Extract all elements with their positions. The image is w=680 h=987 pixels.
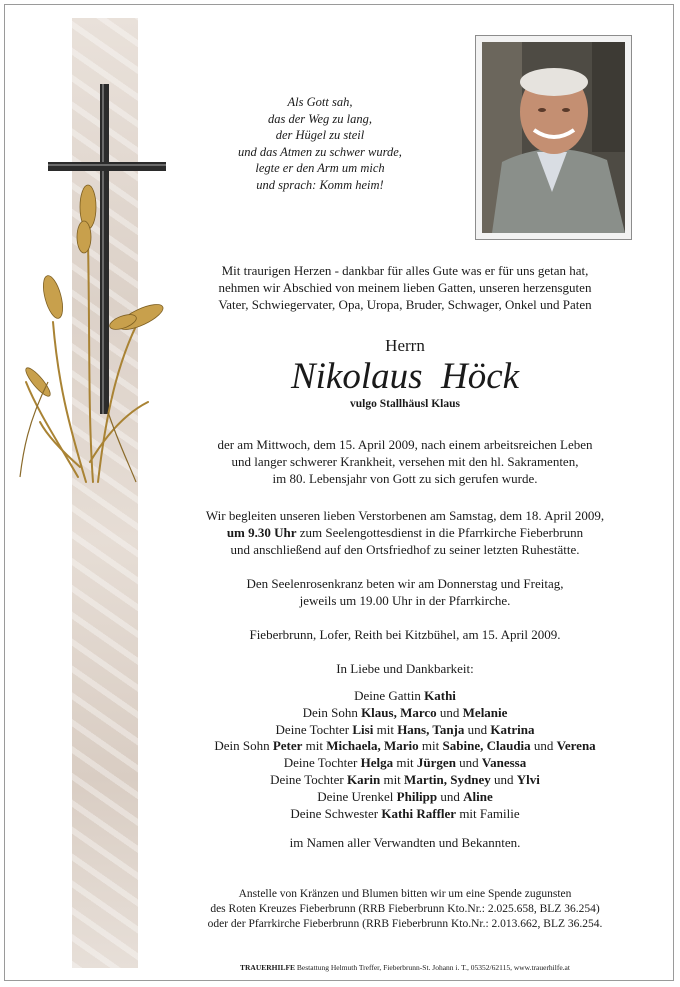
rosary-line: Den Seelenrosenkranz beten wir am Donnerstag und Freitag, (246, 576, 564, 591)
intro-line: nehmen wir Abschied von meinem lieben Gatten, unseren herzensguten (218, 279, 592, 295)
intro-line: Vater, Schwiegervater, Opa, Uropa, Bruder, Schwager, Onkel und Paten (218, 296, 592, 312)
family-member-name: Jürgen (416, 755, 456, 771)
family-text: Deine Schwester (290, 805, 382, 821)
salutation: Herrn (385, 336, 425, 355)
family-member-name: Verena (556, 738, 596, 754)
family-text: und (455, 755, 482, 771)
family-text: und (464, 721, 491, 737)
family-line (150, 738, 660, 755)
death-line: der am Mittwoch, dem 15. April 2009, nach einem arbeitsreichen Leben (217, 437, 593, 452)
family-line (150, 806, 660, 823)
family-text: mit Familie (456, 805, 520, 821)
family-member-name: Sabine, Claudia (442, 738, 531, 754)
family-text: und (530, 738, 557, 754)
family-member-name: Aline (463, 788, 493, 804)
family-text: Deine Urenkel (317, 788, 397, 804)
family-text: Deine Gattin (354, 688, 425, 703)
family-text: und (437, 788, 464, 804)
family-member-name: Ylvi (516, 771, 540, 787)
family-member-name: Philipp (396, 788, 438, 804)
cross-icon (48, 84, 166, 414)
donation-line: des Roten Kreuzes Fieberbrunn (RRB Fieberbrunn Kto.Nr.: 2.025.658, BLZ 36.254) (210, 903, 600, 915)
footer-text: Bestattung Helmuth Treffer, Fieberbrunn-St. Johann i. T., 05352/62115, www.trauerhilfe.at (295, 963, 570, 972)
intro-line: Mit traurigen Herzen - dankbar für alles Gute was er für uns getan hat, (221, 263, 589, 278)
family-text: und (490, 771, 517, 787)
family-member-name: Michaela, Mario (326, 738, 419, 754)
family-member-name: Kathi Raffler (381, 805, 457, 821)
family-line (150, 772, 660, 789)
wheat-ears-icon (23, 185, 167, 399)
love-line: In Liebe und Dankbarkeit: (336, 661, 474, 676)
family-member-name: Melanie (462, 704, 508, 720)
family-text: mit (418, 738, 443, 754)
funeral-line (150, 525, 660, 542)
family-text: Dein Sohn (214, 738, 273, 754)
family-text: Deine Tochter (270, 771, 347, 787)
family-member-name: Karin (346, 771, 381, 787)
death-line: im 80. Lebensjahr von Gott zu sich gerufen wurde. (272, 470, 538, 486)
family-member-name: Vanessa (481, 755, 527, 771)
funeral-line-rest: zum Seelengottesdienst in die Pfarrkirche Fieberbrunn (296, 524, 584, 540)
poem-line: das der Weg zu lang, (267, 111, 373, 126)
donation-line: oder der Pfarrkirche Fieberbrunn (RRB Fieberbrunn Kto.Nr.: 2.013.662, BLZ 36.254. (207, 918, 603, 930)
poem (200, 94, 440, 193)
poem-line: der Hügel zu steil (275, 128, 365, 142)
deceased-name: Nikolaus Höck (290, 356, 520, 397)
wheat-icon (26, 242, 148, 482)
family-line (150, 688, 660, 705)
family-member-name: Hans, Tanja (397, 721, 465, 737)
poem-line: und sprach: Komm heim! (256, 177, 384, 192)
family-member-name: Peter (272, 738, 303, 754)
family-line (150, 789, 660, 806)
family-text: mit (302, 738, 327, 754)
funeral-line: und anschließend auf den Ortsfriedhof zu seiner letzten Ruhestätte. (230, 541, 580, 557)
nickname: vulgo Stallhäusl Klaus (350, 398, 460, 410)
family-member-name: Martin, Sydney (404, 771, 491, 787)
portrait-photo (482, 42, 625, 233)
family-text: mit (393, 755, 417, 771)
rosary-text (150, 576, 660, 610)
family-text: Deine Tochter (275, 721, 353, 737)
family-line (150, 722, 660, 739)
family-text: mit (373, 721, 398, 737)
intro-text (150, 263, 660, 313)
family-member-name: Katrina (490, 721, 535, 737)
poem-line: legte er den Arm um mich (255, 161, 385, 175)
family-member-name: Helga (360, 755, 394, 771)
family-text: und (436, 704, 463, 720)
footer (150, 963, 660, 972)
donation-line: Anstelle von Kränzen und Blumen bitten wir um eine Spende zugunsten (238, 888, 572, 900)
portrait-frame (475, 35, 632, 240)
funeral-time: um 9.30 Uhr (226, 524, 297, 540)
family-member-name: Lisi (352, 721, 374, 737)
family-line (150, 705, 660, 722)
family-member-name: Kathi (424, 688, 456, 703)
footer-brand: TRAUERHILFE (240, 963, 296, 972)
family-text: mit (380, 771, 405, 787)
family-text: Deine Tochter (283, 755, 361, 771)
death-text (150, 437, 660, 487)
family-line (150, 755, 660, 772)
family-text: Dein Sohn (302, 704, 362, 720)
poem-line: Als Gott sah, (287, 95, 353, 109)
relatives-line: im Namen aller Verwandten und Bekannten. (289, 835, 521, 850)
death-line: und langer schwerer Krankheit, versehen mit den hl. Sakramenten, (231, 453, 579, 469)
funeral-line: Wir begleiten unseren lieben Verstorbenen am Samstag, dem 18. April 2009, (205, 508, 605, 523)
rosary-line: jeweils um 19.00 Uhr in der Pfarrkirche. (299, 592, 511, 608)
funeral-text (150, 508, 660, 558)
place-date: Fieberbrunn, Lofer, Reith bei Kitzbühel, am 15. April 2009. (249, 627, 561, 642)
donation-text (150, 887, 660, 932)
portrait-icon (482, 42, 625, 233)
family-member-name: Klaus, Marco (361, 704, 437, 720)
poem-line: und das Atmen zu schwer wurde, (238, 144, 402, 159)
family-list (150, 688, 660, 822)
